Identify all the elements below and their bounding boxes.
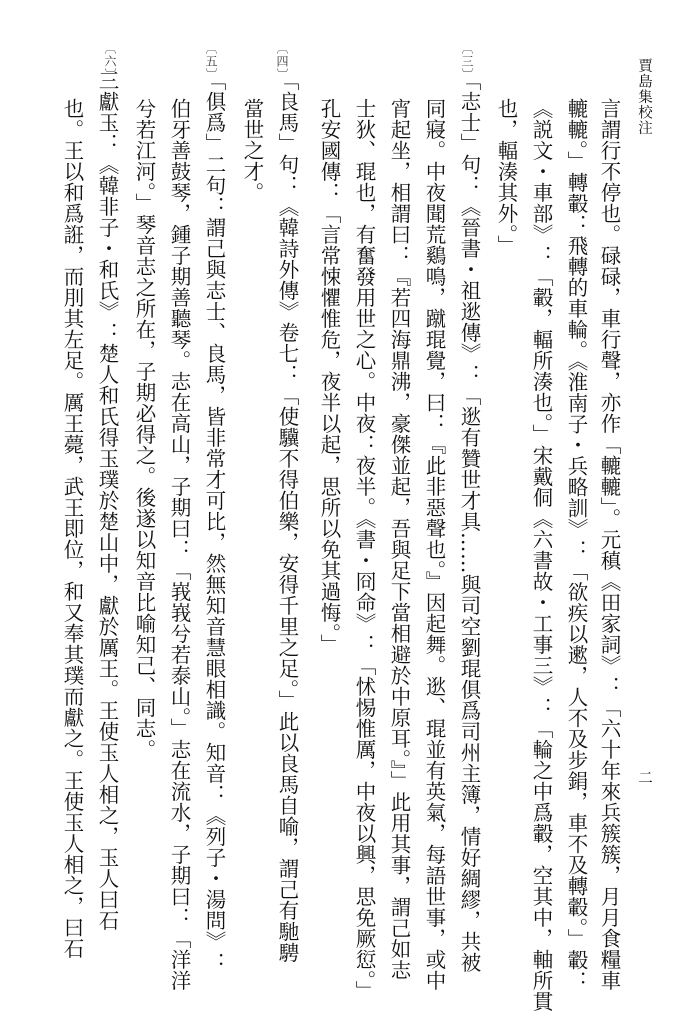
- page-number: 二: [636, 770, 652, 786]
- text-column-1: 言謂行不停也。碌碌，車行聲，亦作「轆轆」。元稹《田家詞》：「六十年來兵簇簇，月月食糧車: [597, 98, 621, 991]
- text-column-6: 同寢。中夜聞荒鷄鳴，蹴琨覺，曰：『此非惡聲也。』因起舞。逖、琨並有英氣，每語世事，或中: [422, 98, 446, 991]
- text-column-7: 宵起坐，相謂曰：『若四海鼎沸，豪傑並起，吾與足下當相避於中原耳。』」此用其事，謂己如志: [387, 98, 411, 981]
- text-column-10: 「良馬」句：《韓詩外傳》卷七：「使驥不得伯樂，安得千里之足。」此以良馬自喻，謂己有馳騁: [275, 70, 299, 963]
- note-marker-5: 〔五〕: [204, 42, 218, 81]
- text-column-5: 「志士」句：《晉書・祖逖傳》：「逖有贊世才具……與司空劉琨俱爲司州主簿，情好綢繆，共被: [457, 70, 481, 973]
- text-column-8: 士狄、琨也，有奮發用世之心。中夜：夜半。《書・冏命》：「怵惕惟厲，中夜以興，思免厥愆。」: [352, 98, 376, 1002]
- text-column-12: 「俱爲」二句：謂己與志士、良馬，皆非常才可比，然無知音慧眼相識。知音：《列子・湯問》：: [202, 70, 226, 973]
- text-column-13: 伯牙善鼓琴，鍾子期善聽琴。志在高山，子期曰：「峩峩兮若泰山。」志在流水，子期曰：「洋洋: [167, 98, 191, 991]
- text-column-9: 孔安國傳：「言常悚懼惟危，夜半以起，思所以免其過悔。」: [317, 98, 341, 655]
- text-column-4: 也，輻湊其外。」: [494, 98, 518, 256]
- text-column-15: 三獻玉：《韓非子・和氏》：楚人和氏得玉璞於楚山中，獻於厲王。王使玉人相之，玉人曰石: [95, 70, 119, 931]
- book-title: 賈島集校注: [636, 58, 652, 136]
- note-marker-4: 〔四〕: [275, 42, 289, 81]
- text-column-16: 也。王以和爲誑，而刖其左足。厲王薨，武王即位，和又奉其璞而獻之。王使玉人相之，曰石: [60, 98, 84, 959]
- text-column-3: 《説文・車部》：「轂，輻所湊也。」宋戴侗《六書故・工事三》：「輪之中爲轂，空其中，軸所貫: [529, 98, 553, 1012]
- text-column-2: 轆轆。」轉轂：飛轉的車輪。《淮南子・兵略訓》：「欲疾以遬，人不及步鋗，車不及轉轂。」轂：: [564, 98, 588, 992]
- note-marker-3: 〔三〕: [460, 42, 474, 81]
- note-marker-6: 〔六〕: [103, 42, 117, 81]
- text-column-14: 兮若江河。」琴音志之所在，子期必得之。後遂以知音比喻知己、同志。: [132, 98, 156, 760]
- text-column-11: 當世之才。: [240, 98, 264, 203]
